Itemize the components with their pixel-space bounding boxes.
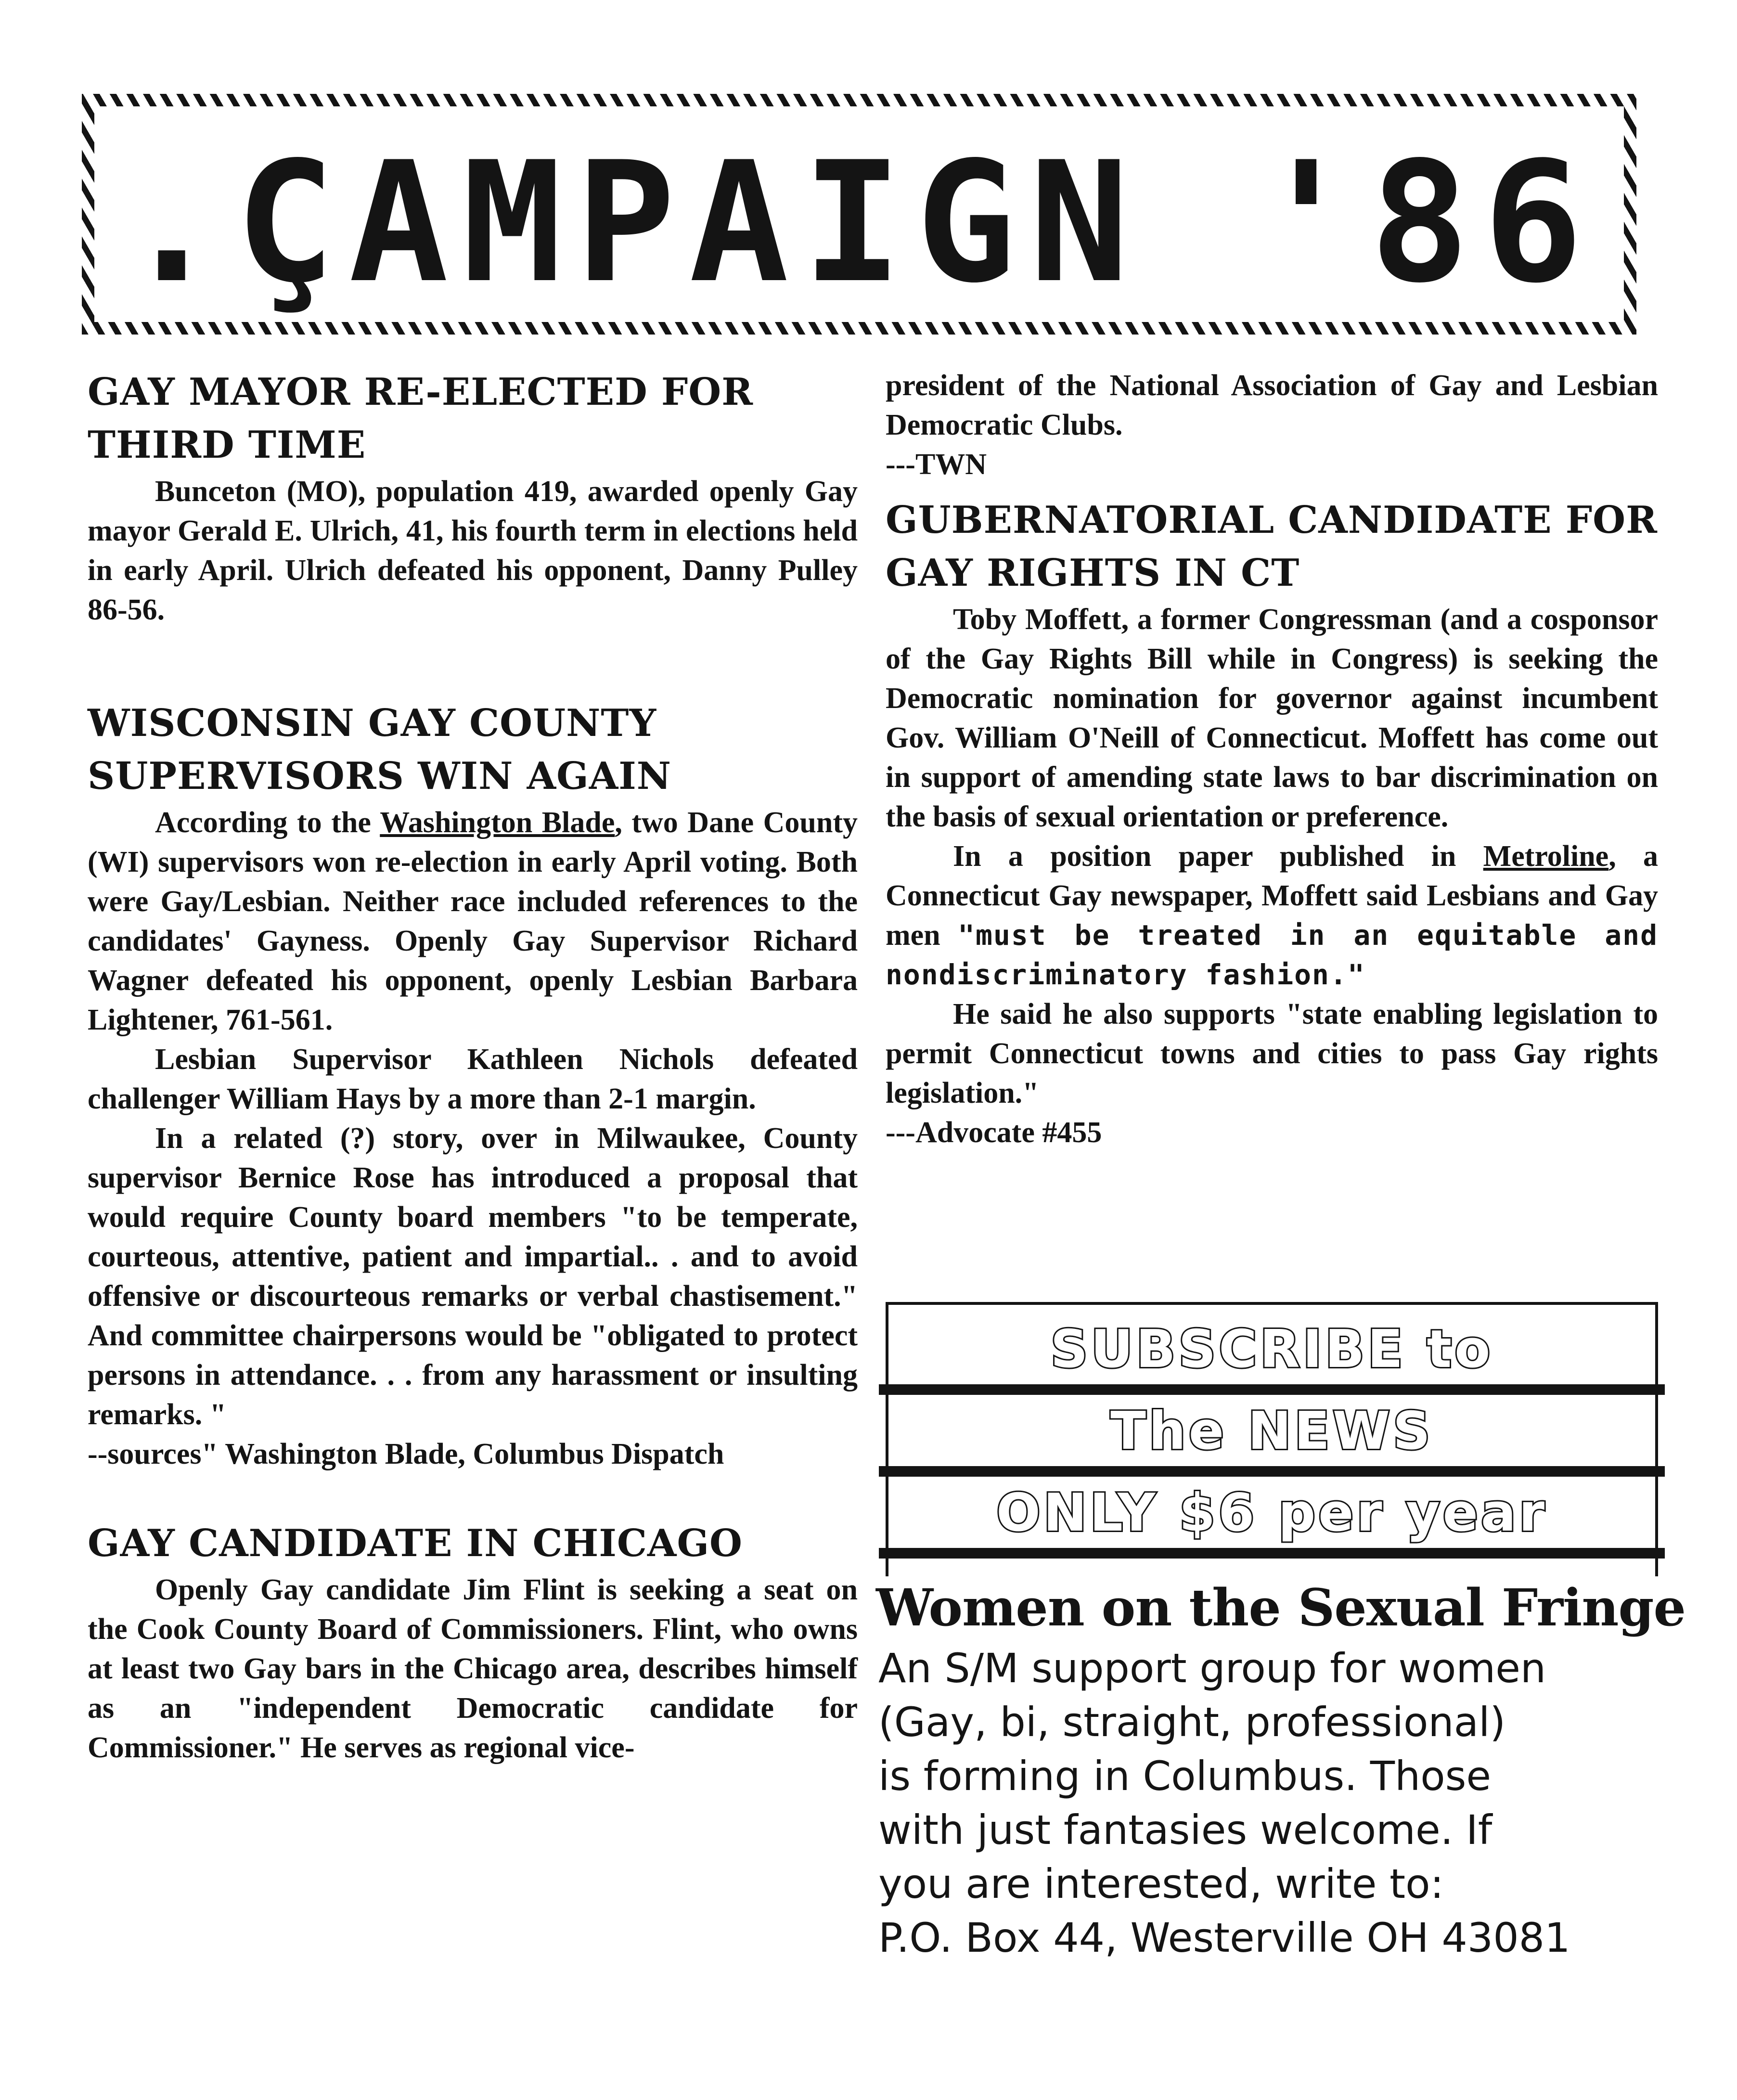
fringe-title: Women on the Sexual Fringe <box>876 1577 1686 1637</box>
right-column <box>886 366 1658 1152</box>
ct-p2-mid: , a Connecticut Gay newspaper, Moffett said Lesbians and Gay men <box>886 840 1659 952</box>
article-wisconsin <box>88 697 858 1474</box>
article-ct <box>886 494 1658 1152</box>
fringe-line-4: with just fantasies welcome. If <box>878 1806 1493 1854</box>
chicago-continued: president of the National Association of Gay and Lesbian Democratic Clubs. <box>886 369 1658 441</box>
wisconsin-paragraph-3: In a related (?) story, over in Milwaukee, County supervisor Bernice Rose has introduced a proposal that would require County board members "to be temperate, courteous, attentive, patient and impartial.. . and to avoid offensive or discourteous remarks or verbal chastisement." And committee chairpersons would be "obligated to protect persons in attendance. . . from any harassment or insulting remarks. " <box>88 1122 858 1431</box>
subscribe-line-1: SUBSCRIBE to <box>1050 1319 1493 1379</box>
left-column <box>88 366 858 1767</box>
campaign-banner <box>82 94 1636 335</box>
chicago-source: ---TWN <box>886 448 987 481</box>
wisconsin-paragraph-1 <box>88 803 858 1040</box>
subscribe-line-2: The NEWS <box>1110 1401 1433 1461</box>
fringe-ad-body <box>878 1641 1629 1965</box>
ct-headline: GUBERNATORIAL CANDIDATE FOR GAY RIGHTS IN CT <box>886 498 1658 595</box>
mayor-body: Bunceton (MO), population 419, awarded openly Gay mayor Gerald E. Ulrich, 41, his fourth term in elections held in early April. Ulrich defeated his opponent, Danny Pulley 86-56. <box>88 475 858 626</box>
washington-blade-title: Washington Blade <box>380 806 615 839</box>
subscribe-divider-1 <box>879 1384 1665 1395</box>
subscribe-line-3: ONLY $6 per year <box>996 1483 1548 1543</box>
mayor-headline: GAY MAYOR RE-ELECTED FOR THIRD TIME <box>88 370 754 467</box>
ct-paragraph-3: He said he also supports "state enabling legislation to permit Connecticut towns and cities to pass Gay rights legislation." <box>886 998 1658 1109</box>
wisconsin-source: --sources" Washington Blade, Columbus Dispatch <box>88 1438 724 1470</box>
fringe-line-3: is forming in Columbus. Those <box>878 1752 1492 1800</box>
fringe-line-2: (Gay, bi, straight, professional) <box>878 1699 1506 1746</box>
article-mayor <box>88 366 858 630</box>
ct-p2-lead: In a position paper published in <box>953 840 1483 873</box>
ct-paragraph-2 <box>886 837 1658 994</box>
fringe-line-5: you are interested, write to: <box>878 1860 1444 1907</box>
wisconsin-headline: WISCONSIN GAY COUNTY SUPERVISORS WIN AGAIN <box>88 701 672 798</box>
ct-paragraph-1: Toby Moffett, a former Congressman (and a cosponsor of the Gay Rights Bill while in Congress) is seeking the Democratic nomination for governor against incumbent Gov. William O'Neill of Connecticut. Moffett has come out in support of amending state laws to bar discrimination on the basis of sexual orientation or preference. <box>886 603 1658 833</box>
wisconsin-paragraph-2: Lesbian Supervisor Kathleen Nichols defeated challenger William Hays by a more than 2-1 margin. <box>88 1043 858 1115</box>
subscribe-box <box>886 1302 1658 1576</box>
chicago-headline: GAY CANDIDATE IN CHICAGO <box>88 1521 743 1565</box>
ct-p2-quote: "must be treated in an equitable and nondiscriminatory fashion." <box>886 919 1658 991</box>
article-chicago <box>88 1517 858 1767</box>
ct-source: ---Advocate #455 <box>886 1116 1102 1149</box>
chicago-body: Openly Gay candidate Jim Flint is seeking a seat on the Cook County Board of Commissioners. Flint, who owns at least two Gay bars in the Chicago area, describes himself as an "independent Democratic candidate for Commissioner." He serves as regional vice- <box>88 1573 858 1764</box>
wisconsin-p1-lead: According to the <box>155 806 380 839</box>
banner-title: .ÇAMPAIGN '86 <box>121 127 1597 320</box>
wisconsin-p1-rest: , two Dane County (WI) supervisors won re-election in early April voting. Both were Gay/Lesbian. Neither race included references to the candidates' Gayness. Openly Gay Supervisor Richard Wagner defeated his opponent, openly Lesbian Barbara Lightener, 761-561. <box>88 806 858 1036</box>
fringe-line-6: P.O. Box 44, Westerville OH 43081 <box>878 1914 1570 1961</box>
fringe-line-1: An S/M support group for women <box>878 1645 1546 1692</box>
metroline-title: Metroline <box>1483 840 1609 873</box>
subscribe-divider-2 <box>879 1466 1665 1477</box>
subscribe-divider-3 <box>879 1548 1665 1559</box>
